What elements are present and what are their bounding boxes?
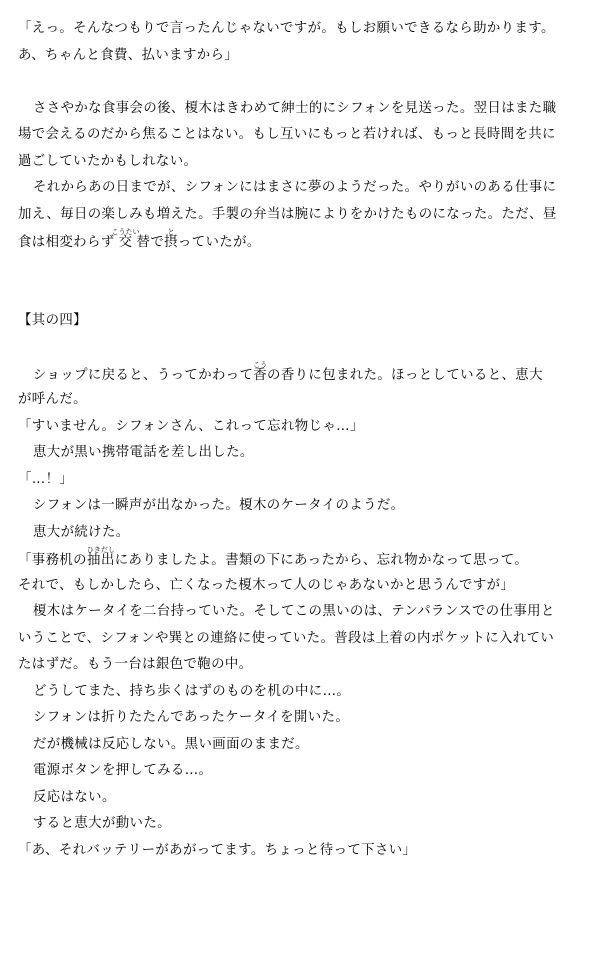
text-line: それで、もしかしたら、亡くなった榎木って人のじゃあないかと思うんですが」 <box>18 577 515 593</box>
text-line-with-ruby <box>18 228 598 255</box>
blank-line <box>18 255 598 282</box>
text-line: 榎木はケータイを二台持っていた。そしてこの黒いのは、テンパランスでの仕事用と <box>33 604 555 619</box>
blank-line <box>18 69 598 96</box>
text-line: 場で会えるのだから焦ることはない。もし互いにもっと若ければ、もっと長時間を共に <box>18 127 556 142</box>
text-segment: 食は相変わらず <box>18 235 115 250</box>
text-line: 「すいません。シフォンさん、これって忘れ物じゃ…」 <box>18 418 364 434</box>
text-line: 電源ボタンを押してみる…。 <box>33 763 213 778</box>
section-heading: 【其の四】 <box>18 312 87 328</box>
blank-line <box>18 334 598 361</box>
text-line: たはずだ。もう一台は銀色で鞄の中。 <box>18 657 253 672</box>
document-page <box>18 16 598 864</box>
text-line: 恵大が続けた。 <box>33 524 130 540</box>
text-segment: の香りに包まれた。ほっとしていると、恵大 <box>267 367 543 383</box>
text-line: シフォンは折りたたんであったケータイを開いた。 <box>33 710 350 725</box>
text-line: どうしてまた、持ち歩くはずのものを机の中に…。 <box>33 683 351 699</box>
text-line: 過ごしていたかもしれない。 <box>18 153 198 169</box>
text-segment: 替 <box>136 235 151 250</box>
text-segment: っていたが。 <box>177 235 261 250</box>
text-line: 「あ、それバッテリーがあがってます。ちょっと待って下さい」 <box>18 842 417 858</box>
text-segment: で <box>150 235 165 250</box>
text-segment: 「事務机の <box>18 553 87 568</box>
ruby-annotation: 抽出ひきだし <box>86 546 115 568</box>
text-line-with-ruby <box>18 361 598 388</box>
ruby-annotation: 交こうたい <box>111 228 140 250</box>
text-segment: にありましたよ。書類の下にあったから、忘れ物かなって思って。 <box>114 553 529 568</box>
text-line: 反応はない。 <box>33 789 116 805</box>
blank-line <box>18 281 598 308</box>
text-line-with-ruby <box>18 546 598 573</box>
ruby-annotation: 摂と <box>164 228 178 250</box>
text-line: 恵大が黒い携帯電話を差し出した。 <box>33 445 254 460</box>
text-line: それからあの日までが、シフォンにはまさに夢のようだった。やりがいのある仕事に <box>33 180 557 195</box>
text-line: いうことで、シフォンや巽との連絡に使っていた。普段は上着の内ポケットに入れてい <box>18 630 555 646</box>
text-segment: ショップに戻ると、うってかわって <box>33 367 254 383</box>
text-line: ささやかな食事会の後、榎木はきわめて紳士的にシフォンを見送った。翌日はまた職 <box>33 100 557 116</box>
text-line: 「…！」 <box>18 471 74 487</box>
text-line: あ、ちゃんと食費、払いますから」 <box>18 47 239 63</box>
text-line: が呼んだ。 <box>18 392 87 407</box>
text-line: 「えっ。そんなつもりで言ったんじゃないですが。もしお願いできるなら助かります。 <box>18 21 555 36</box>
text-line: だが機械は反応しない。黒い画面のままだ。 <box>33 736 309 752</box>
ruby-annotation: 香こう <box>253 360 268 383</box>
text-line: シフォンは一瞬声が出なかった。榎木のケータイのようだ。 <box>33 498 405 513</box>
text-line: すると恵大が動いた。 <box>33 816 171 831</box>
text-line: 加え、毎日の楽しみも増えた。手製の弁当は腕によりをかけたものになった。ただ、昼 <box>18 206 557 222</box>
